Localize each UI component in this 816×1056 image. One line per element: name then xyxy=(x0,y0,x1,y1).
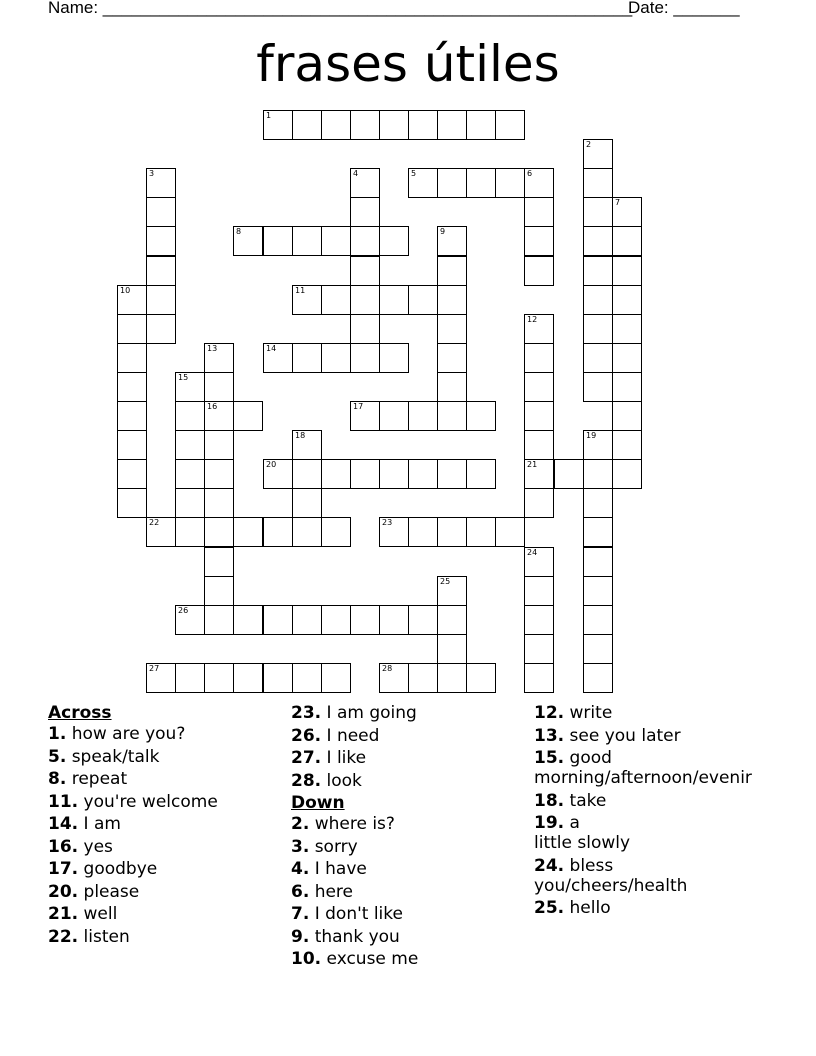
clue-item-number: 20. xyxy=(48,881,79,902)
grid-cell[interactable] xyxy=(612,459,642,489)
clue-number: 11 xyxy=(295,286,306,295)
grid-cell[interactable] xyxy=(437,226,467,256)
grid-cell[interactable] xyxy=(321,663,351,693)
grid-cell[interactable] xyxy=(350,401,380,431)
grid-cell[interactable] xyxy=(583,634,613,664)
grid-cell[interactable] xyxy=(321,110,351,140)
clue-number: 28 xyxy=(382,664,393,673)
clue-item-text: yes xyxy=(83,836,113,857)
grid-cell[interactable] xyxy=(495,168,525,198)
clue-number: 4 xyxy=(353,169,359,178)
grid-cell[interactable] xyxy=(437,314,467,344)
grid-cell[interactable] xyxy=(292,343,322,373)
clue-item xyxy=(291,904,529,924)
grid-cell[interactable] xyxy=(379,110,409,140)
grid-cell[interactable] xyxy=(583,285,613,315)
grid-cell[interactable] xyxy=(524,605,554,635)
grid-cell[interactable] xyxy=(263,110,293,140)
grid-cell[interactable] xyxy=(554,459,584,489)
grid-cell[interactable] xyxy=(437,634,467,664)
grid-cell[interactable] xyxy=(524,634,554,664)
grid-cell[interactable] xyxy=(524,547,554,577)
grid-cell[interactable] xyxy=(437,372,467,402)
grid-cell[interactable] xyxy=(233,517,263,547)
grid-cell[interactable] xyxy=(204,430,234,460)
clue-item xyxy=(48,927,286,947)
grid-cell[interactable] xyxy=(263,226,293,256)
clue-item xyxy=(534,726,768,746)
clue-item-number: 22. xyxy=(48,926,79,947)
grid-cell[interactable] xyxy=(437,517,467,547)
clue-item-text: goodbye xyxy=(83,859,158,879)
grid-cell[interactable] xyxy=(175,605,205,635)
grid-cell[interactable] xyxy=(583,168,613,198)
clue-number: 14 xyxy=(266,344,277,353)
clue-item-number: 14. xyxy=(48,814,79,834)
clue-item-number: 23. xyxy=(291,703,322,723)
clue-item-text xyxy=(534,748,752,788)
grid-cell[interactable] xyxy=(292,605,322,635)
across-clue-list xyxy=(48,724,286,947)
grid-cell[interactable] xyxy=(292,663,322,693)
grid-cell[interactable] xyxy=(233,663,263,693)
grid-cell[interactable] xyxy=(146,168,176,198)
clue-item xyxy=(48,882,286,902)
grid-cell[interactable] xyxy=(175,663,205,693)
clue-number: 20 xyxy=(266,460,277,469)
clue-number: 2 xyxy=(586,140,592,149)
grid-cell[interactable] xyxy=(612,401,642,431)
grid-cell[interactable] xyxy=(350,256,380,286)
clue-item xyxy=(534,813,768,853)
grid-cell[interactable] xyxy=(350,343,380,373)
grid-cell[interactable] xyxy=(437,663,467,693)
clue-item-text: write xyxy=(569,703,613,723)
grid-cell[interactable] xyxy=(350,168,380,198)
grid-cell[interactable] xyxy=(524,401,554,431)
grid-cell[interactable] xyxy=(146,517,176,547)
grid-cell[interactable] xyxy=(379,401,409,431)
grid-cell[interactable] xyxy=(437,401,467,431)
clue-item xyxy=(48,769,286,789)
grid-cell[interactable] xyxy=(524,372,554,402)
grid-cell[interactable] xyxy=(408,110,438,140)
clue-item-text-part: a xyxy=(569,813,580,833)
clue-item-text-part: bless xyxy=(569,855,614,876)
grid-cell[interactable] xyxy=(583,314,613,344)
grid-cell[interactable] xyxy=(583,343,613,373)
grid-cell[interactable] xyxy=(233,226,263,256)
grid-cell[interactable] xyxy=(263,605,293,635)
grid-cell[interactable] xyxy=(583,256,613,286)
clue-item xyxy=(534,748,768,788)
clue-item-number: 21. xyxy=(48,904,79,924)
grid-cell[interactable] xyxy=(583,459,613,489)
clue-item-number: 18. xyxy=(534,790,565,811)
grid-cell[interactable] xyxy=(263,343,293,373)
clue-item-text: I have xyxy=(314,859,367,879)
clue-item-number: 2. xyxy=(291,814,310,834)
clue-item-number: 12. xyxy=(534,703,565,723)
clue-column-3 xyxy=(534,703,784,921)
grid-cell[interactable] xyxy=(117,372,147,402)
clue-item-number: 11. xyxy=(48,791,79,812)
grid-cell[interactable] xyxy=(146,663,176,693)
grid-cell[interactable] xyxy=(524,576,554,606)
clue-number: 18 xyxy=(295,431,306,440)
grid-cell[interactable] xyxy=(379,285,409,315)
grid-cell[interactable] xyxy=(612,372,642,402)
grid-cell[interactable] xyxy=(350,197,380,227)
clue-number: 3 xyxy=(149,169,155,178)
clue-item xyxy=(534,791,784,811)
clue-item xyxy=(48,792,286,812)
clue-number: 12 xyxy=(527,315,538,324)
grid-cell[interactable] xyxy=(612,430,642,460)
grid-cell[interactable] xyxy=(466,401,496,431)
grid-cell[interactable] xyxy=(524,663,554,693)
clue-number: 6 xyxy=(527,169,533,178)
clue-item-number: 9. xyxy=(291,926,310,947)
grid-cell[interactable] xyxy=(321,459,351,489)
grid-cell[interactable] xyxy=(321,226,351,256)
grid-cell[interactable] xyxy=(583,197,613,227)
grid-cell[interactable] xyxy=(146,256,176,286)
grid-cell[interactable] xyxy=(612,256,642,286)
grid-cell[interactable] xyxy=(175,430,205,460)
grid-cell[interactable] xyxy=(117,488,147,518)
grid-cell[interactable] xyxy=(350,314,380,344)
across-heading: Across xyxy=(48,703,112,723)
grid-cell[interactable] xyxy=(466,663,496,693)
grid-cell[interactable] xyxy=(437,168,467,198)
clue-item-number: 27. xyxy=(291,748,322,768)
clue-item-text: excuse me xyxy=(326,949,419,969)
clue-item xyxy=(291,703,529,723)
clue-item xyxy=(48,859,286,879)
grid-cell[interactable] xyxy=(612,343,642,373)
grid-cell[interactable] xyxy=(204,488,234,518)
grid-cell[interactable] xyxy=(524,197,554,227)
grid-cell[interactable] xyxy=(204,401,234,431)
grid-cell[interactable] xyxy=(204,576,234,606)
clue-item-number: 10. xyxy=(291,949,322,969)
grid-cell[interactable] xyxy=(379,459,409,489)
grid-cell[interactable] xyxy=(437,605,467,635)
clue-item-number: 13. xyxy=(534,725,565,746)
clue-number: 9 xyxy=(440,227,446,236)
grid-cell[interactable] xyxy=(292,110,322,140)
clue-item-text: look xyxy=(326,770,362,791)
grid-cell[interactable] xyxy=(437,459,467,489)
clue-number: 5 xyxy=(411,169,417,178)
grid-cell[interactable] xyxy=(146,285,176,315)
grid-cell[interactable] xyxy=(175,488,205,518)
clue-number: 10 xyxy=(120,286,131,295)
clue-number: 22 xyxy=(149,518,160,527)
clue-item xyxy=(534,856,768,896)
clue-column-1 xyxy=(48,703,286,949)
clue-item-number: 26. xyxy=(291,725,322,746)
grid-cell[interactable] xyxy=(146,226,176,256)
grid-cell[interactable] xyxy=(175,401,205,431)
clue-number: 24 xyxy=(527,548,538,557)
grid-cell[interactable] xyxy=(524,343,554,373)
clue-item-text: I need xyxy=(326,725,380,746)
grid-cell[interactable] xyxy=(117,401,147,431)
grid-cell[interactable] xyxy=(408,168,438,198)
clue-item-number: 7. xyxy=(291,904,310,924)
clue-item-number: 1. xyxy=(48,724,67,744)
clue-item-text: where is? xyxy=(314,814,395,834)
clue-number: 13 xyxy=(207,344,218,353)
grid-cell[interactable] xyxy=(321,285,351,315)
clue-item xyxy=(48,904,286,924)
grid-cell[interactable] xyxy=(263,517,293,547)
grid-cell[interactable] xyxy=(466,459,496,489)
grid-cell[interactable] xyxy=(583,139,613,169)
clue-item-number: 25. xyxy=(534,898,565,918)
clue-item-text-part: good xyxy=(569,748,612,768)
grid-cell[interactable] xyxy=(204,547,234,577)
grid-cell[interactable] xyxy=(233,401,263,431)
date-field-label: Date: _______ xyxy=(628,0,740,17)
grid-cell[interactable] xyxy=(524,459,554,489)
grid-cell[interactable] xyxy=(350,226,380,256)
grid-cell[interactable] xyxy=(292,226,322,256)
clue-item-number: 16. xyxy=(48,836,79,857)
grid-cell[interactable] xyxy=(583,226,613,256)
clue-item-text: I like xyxy=(326,748,367,768)
grid-cell[interactable] xyxy=(524,488,554,518)
grid-cell[interactable] xyxy=(408,517,438,547)
grid-cell[interactable] xyxy=(292,488,322,518)
grid-cell[interactable] xyxy=(204,372,234,402)
clue-item-text: listen xyxy=(83,926,130,947)
grid-cell[interactable] xyxy=(524,314,554,344)
grid-cell[interactable] xyxy=(524,226,554,256)
clue-item-text: take xyxy=(569,790,607,811)
grid-cell[interactable] xyxy=(612,197,642,227)
clue-item-number: 8. xyxy=(48,769,67,789)
grid-cell[interactable] xyxy=(292,517,322,547)
grid-cell[interactable] xyxy=(233,605,263,635)
grid-cell[interactable] xyxy=(117,285,147,315)
clue-item-text: I don't like xyxy=(314,904,403,924)
grid-cell[interactable] xyxy=(408,401,438,431)
clue-item-text: I am xyxy=(83,814,121,834)
clue-number: 16 xyxy=(207,402,218,411)
clue-number: 1 xyxy=(266,111,272,120)
across-clue-list-continued xyxy=(291,703,529,791)
grid-cell[interactable] xyxy=(292,459,322,489)
clue-item-text: well xyxy=(83,904,118,924)
clue-item-text: how are you? xyxy=(71,724,186,744)
grid-cell[interactable] xyxy=(379,343,409,373)
grid-cell[interactable] xyxy=(437,110,467,140)
grid-cell[interactable] xyxy=(583,576,613,606)
clue-number: 21 xyxy=(527,460,538,469)
grid-cell[interactable] xyxy=(583,372,613,402)
clue-item-text: repeat xyxy=(71,769,128,789)
clue-item-text: I am going xyxy=(326,703,417,723)
clue-item-number: 24. xyxy=(534,855,565,876)
grid-cell[interactable] xyxy=(437,285,467,315)
clue-item-text: you're welcome xyxy=(83,791,218,812)
clue-item xyxy=(291,814,529,834)
grid-cell[interactable] xyxy=(263,663,293,693)
grid-cell[interactable] xyxy=(437,256,467,286)
grid-cell[interactable] xyxy=(204,459,234,489)
clue-item-number: 6. xyxy=(291,881,310,902)
grid-cell[interactable] xyxy=(612,314,642,344)
grid-cell[interactable] xyxy=(612,285,642,315)
grid-cell[interactable] xyxy=(466,168,496,198)
grid-cell[interactable] xyxy=(117,430,147,460)
clue-item xyxy=(534,703,784,723)
grid-cell[interactable] xyxy=(379,517,409,547)
clue-number: 15 xyxy=(178,373,189,382)
clue-item-text: see you later xyxy=(569,725,681,746)
clue-item-text: here xyxy=(314,881,354,902)
clue-item-text: speak/talk xyxy=(71,746,160,767)
clue-column-2 xyxy=(291,703,529,972)
clue-number: 17 xyxy=(353,402,364,411)
name-field-label: Name: ________________________________________________________ xyxy=(48,0,633,17)
clue-item xyxy=(291,837,529,857)
grid-cell[interactable] xyxy=(204,663,234,693)
grid-cell[interactable] xyxy=(175,372,205,402)
grid-cell[interactable] xyxy=(175,517,205,547)
clue-item xyxy=(291,726,529,746)
grid-cell[interactable] xyxy=(117,459,147,489)
clue-item-number: 5. xyxy=(48,746,67,767)
grid-cell[interactable] xyxy=(117,314,147,344)
clue-number: 27 xyxy=(149,664,160,673)
clue-number: 25 xyxy=(440,577,451,586)
clue-item xyxy=(48,747,286,767)
clue-item-text: please xyxy=(83,881,140,902)
grid-cell[interactable] xyxy=(495,517,525,547)
grid-cell[interactable] xyxy=(583,430,613,460)
clue-item-number: 4. xyxy=(291,859,310,879)
grid-cell[interactable] xyxy=(350,110,380,140)
grid-cell[interactable] xyxy=(583,663,613,693)
grid-cell[interactable] xyxy=(408,285,438,315)
clue-item-text: hello xyxy=(569,898,611,918)
grid-cell[interactable] xyxy=(175,459,205,489)
clue-item-text-part: little slowly xyxy=(534,833,631,853)
grid-cell[interactable] xyxy=(524,168,554,198)
grid-cell[interactable] xyxy=(292,430,322,460)
grid-cell[interactable] xyxy=(583,605,613,635)
down-clue-list xyxy=(291,814,529,969)
clue-number: 8 xyxy=(236,227,242,236)
grid-cell[interactable] xyxy=(408,459,438,489)
clue-item xyxy=(534,898,784,918)
grid-cell[interactable] xyxy=(495,110,525,140)
clue-number: 7 xyxy=(615,198,621,207)
grid-cell[interactable] xyxy=(204,343,234,373)
grid-cell[interactable] xyxy=(466,517,496,547)
down-clue-list-continued xyxy=(534,703,784,918)
grid-cell[interactable] xyxy=(292,285,322,315)
grid-cell[interactable] xyxy=(321,517,351,547)
clue-item-number: 28. xyxy=(291,770,322,791)
grid-cell[interactable] xyxy=(583,547,613,577)
clue-item xyxy=(48,837,286,857)
clue-item-number: 19. xyxy=(534,813,565,833)
grid-cell[interactable] xyxy=(146,314,176,344)
grid-cell[interactable] xyxy=(437,576,467,606)
clue-item-text-part: morning/afternoon/evenir xyxy=(534,768,752,788)
grid-cell[interactable] xyxy=(524,256,554,286)
grid-cell[interactable] xyxy=(524,430,554,460)
clue-item xyxy=(291,771,529,791)
grid-cell[interactable] xyxy=(437,343,467,373)
clue-number: 19 xyxy=(586,431,597,440)
clue-item-number: 15. xyxy=(534,748,565,768)
clue-item-text: thank you xyxy=(314,926,400,947)
grid-cell[interactable] xyxy=(321,343,351,373)
clue-item-number: 17. xyxy=(48,859,79,879)
grid-cell[interactable] xyxy=(204,517,234,547)
grid-cell[interactable] xyxy=(350,605,380,635)
grid-cell[interactable] xyxy=(263,459,293,489)
clue-item xyxy=(291,882,529,902)
clue-item xyxy=(291,748,529,768)
grid-cell[interactable] xyxy=(408,605,438,635)
clue-item xyxy=(291,949,529,969)
grid-cell[interactable] xyxy=(583,517,613,547)
clue-item xyxy=(291,859,529,879)
down-heading: Down xyxy=(291,793,345,813)
grid-cell[interactable] xyxy=(350,285,380,315)
clue-item xyxy=(48,814,286,834)
grid-cell[interactable] xyxy=(379,226,409,256)
grid-cell[interactable] xyxy=(408,663,438,693)
grid-cell[interactable] xyxy=(583,488,613,518)
clue-number: 26 xyxy=(178,606,189,615)
grid-cell[interactable] xyxy=(321,605,351,635)
grid-cell[interactable] xyxy=(612,226,642,256)
clue-number: 23 xyxy=(382,518,393,527)
grid-cell[interactable] xyxy=(466,110,496,140)
clue-item xyxy=(291,927,529,947)
grid-cell[interactable] xyxy=(117,343,147,373)
clue-item xyxy=(48,724,286,744)
grid-cell[interactable] xyxy=(146,197,176,227)
clue-item-text: sorry xyxy=(314,836,358,857)
puzzle-title: frases útiles xyxy=(256,35,560,93)
grid-cell[interactable] xyxy=(379,605,409,635)
grid-cell[interactable] xyxy=(204,605,234,635)
grid-cell[interactable] xyxy=(379,663,409,693)
clue-item-number: 3. xyxy=(291,836,310,857)
grid-cell[interactable] xyxy=(350,459,380,489)
clue-item-text-part: you/cheers/health xyxy=(534,875,688,896)
